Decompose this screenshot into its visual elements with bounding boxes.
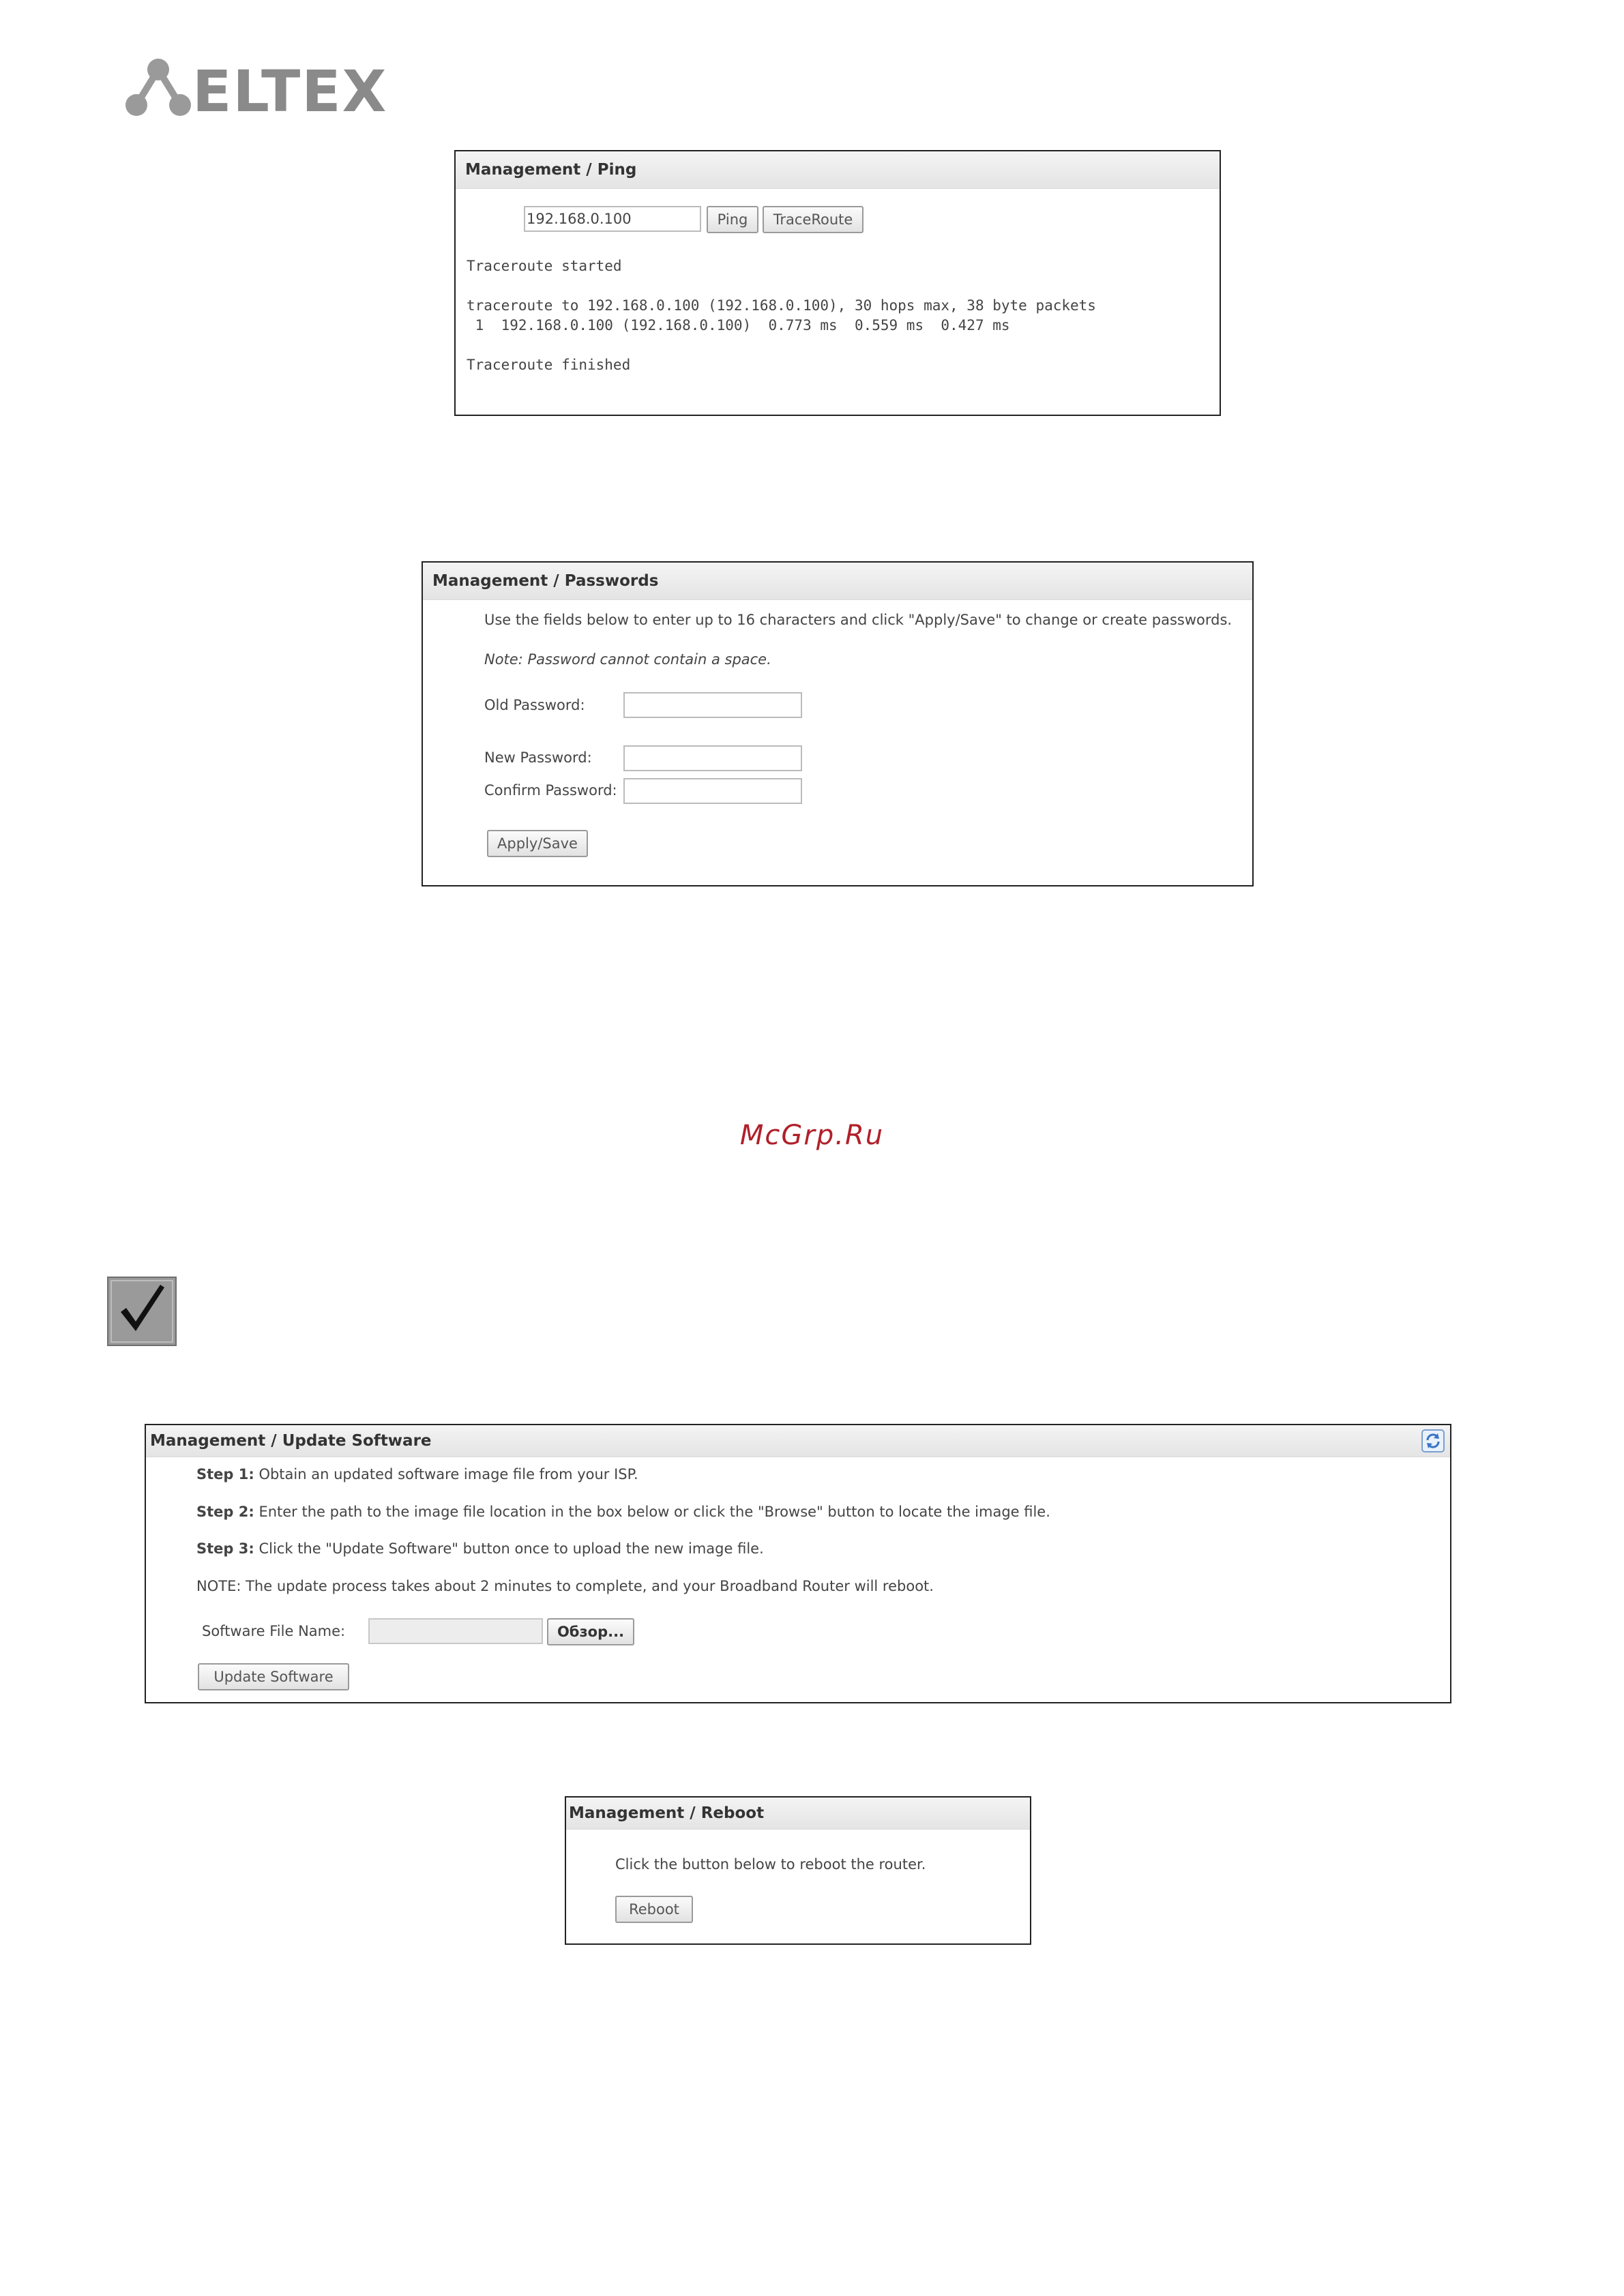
step-1 — [196, 1466, 638, 1482]
passwords-instructions: Use the fields below to enter up to 16 characters and click "Apply/Save" to change or create passwords. — [484, 612, 1232, 628]
output-line: traceroute to 192.168.0.100 (192.168.0.100), 30 hops max, 38 byte packets — [467, 297, 1096, 314]
watermark: McGrp.Ru — [739, 1120, 885, 1151]
new-password-label: New Password: — [484, 749, 592, 766]
output-line: Traceroute finished — [467, 357, 631, 373]
eltex-logo — [124, 57, 388, 125]
output-line: 1 192.168.0.100 (192.168.0.100) 0.773 ms 0.559 ms 0.427 ms — [467, 317, 1010, 333]
step-2-text: Enter the path to the image file location in the box below or click the "Browse" button to locate the image file. — [254, 1504, 1050, 1520]
step-1-label: Step 1: — [196, 1466, 254, 1482]
address-input[interactable]: 192.168.0.100 — [524, 206, 701, 232]
traceroute-button[interactable]: TraceRoute — [763, 206, 863, 233]
step-2-label: Step 2: — [196, 1504, 254, 1520]
eltex-logo-icon — [124, 57, 192, 119]
browse-button[interactable]: Обзор... — [547, 1618, 634, 1645]
update-software-panel — [145, 1424, 1451, 1703]
logo-text: ELTEX — [192, 58, 388, 125]
apply-save-button[interactable]: Apply/Save — [487, 830, 588, 857]
ping-button[interactable]: Ping — [707, 206, 758, 233]
ping-panel — [454, 150, 1221, 416]
step-3-label: Step 3: — [196, 1540, 254, 1557]
step-3 — [196, 1540, 764, 1557]
checkmark-icon — [107, 1277, 177, 1346]
reboot-panel-title: Management / Reboot — [566, 1798, 1030, 1830]
new-password-field[interactable] — [623, 745, 802, 771]
old-password-label: Old Password: — [484, 697, 585, 713]
confirm-password-field[interactable] — [623, 778, 802, 804]
step-3-text: Click the "Update Software" button once to upload the new image file. — [254, 1540, 764, 1557]
passwords-panel — [422, 561, 1254, 886]
update-note: NOTE: The update process takes about 2 minutes to complete, and your Broadband Router will reboot. — [196, 1578, 934, 1594]
reboot-panel — [565, 1796, 1031, 1945]
passwords-note: Note: Password cannot contain a space. — [484, 651, 771, 668]
output-line: Traceroute started — [467, 258, 622, 274]
reboot-button[interactable]: Reboot — [615, 1896, 693, 1923]
file-name-input[interactable] — [368, 1618, 543, 1644]
passwords-panel-title: Management / Passwords — [423, 563, 1252, 600]
old-password-field[interactable] — [623, 692, 802, 718]
confirm-password-label: Confirm Password: — [484, 782, 617, 799]
update-software-button[interactable]: Update Software — [198, 1663, 349, 1690]
step-2 — [196, 1504, 1050, 1520]
reboot-text: Click the button below to reboot the router. — [615, 1856, 926, 1873]
ping-panel-title: Management / Ping — [456, 151, 1220, 189]
step-1-text: Obtain an updated software image file from your ISP. — [254, 1466, 638, 1482]
update-panel-title: Management / Update Software — [146, 1425, 1450, 1457]
file-name-label: Software File Name: — [202, 1623, 346, 1639]
refresh-icon[interactable] — [1421, 1429, 1445, 1452]
